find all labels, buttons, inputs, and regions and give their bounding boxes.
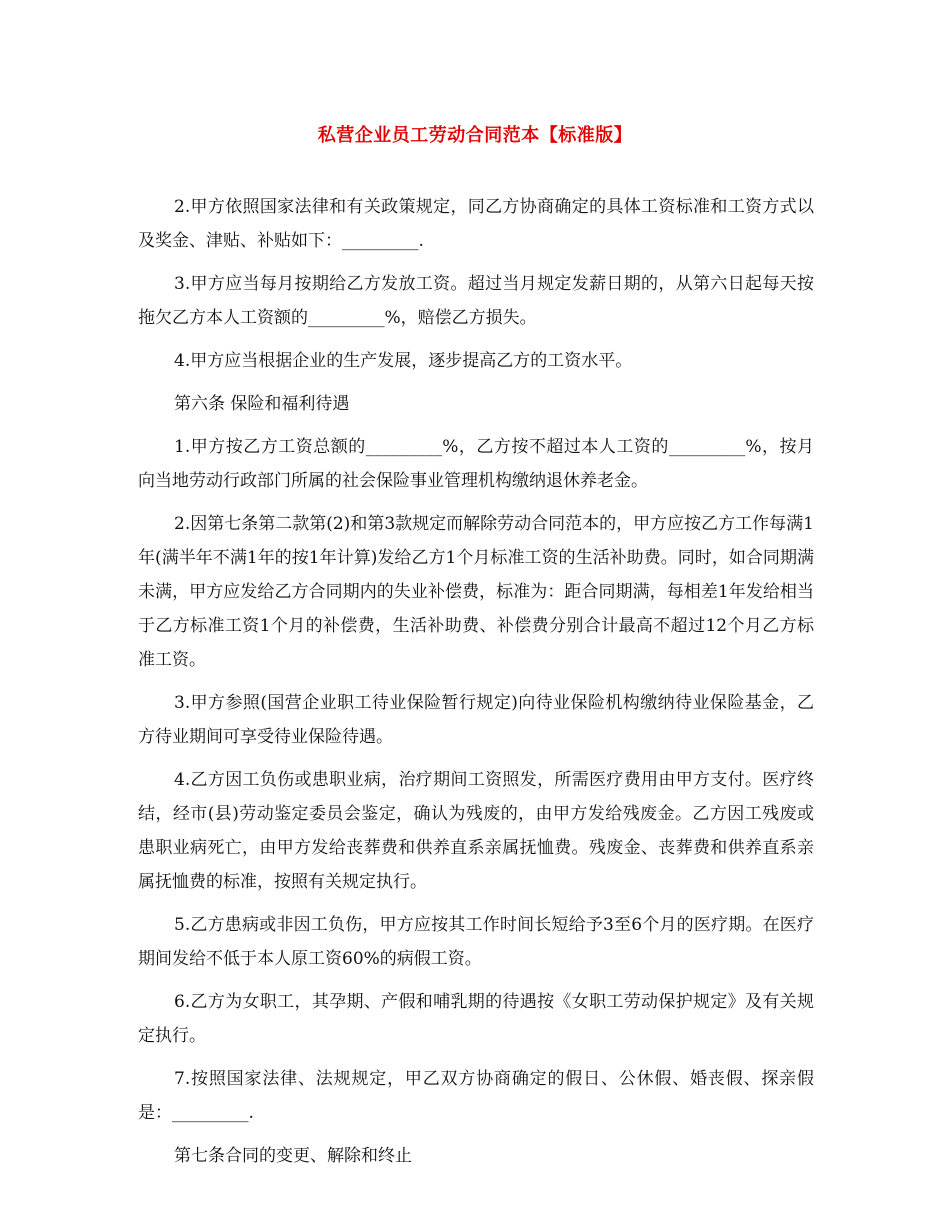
section-heading-contract-change: 第七条合同的变更、解除和终止: [174, 1146, 412, 1166]
paragraph-unemployment-insurance: 3.甲方参照(国营企业职工待业保险暂行规定)向待业保险机构缴纳待业保险基金，乙方待业期间可享受待业保险待遇。: [138, 693, 814, 747]
document-title: 私营企业员工劳动合同范本【标准版】: [317, 125, 633, 146]
paragraph-pension: 1.甲方按乙方工资总额的_________%，乙方按不超过本人工资的_________%，按月向当地劳动行政部门所属的社会保险事业管理机构缴纳退休养老金。: [138, 437, 814, 491]
paragraph-wage-increase: 4.甲方应当根据企业的生产发展，逐步提高乙方的工资水平。: [174, 351, 633, 371]
paragraph-female-staff: 6.乙方为女职工，其孕期、产假和哺乳期的待遇按《女职工劳动保护规定》及有关规定执行。: [138, 992, 814, 1046]
paragraph-work-injury: 4.乙方因工负伤或患职业病，治疗期间工资照发，所需医疗费用由甲方支付。医疗终结，经市(县)劳动鉴定委员会鉴定，确认为残废的，由甲方发给残废金。乙方因工残废或患职业病死亡，由甲方发给丧葬费和供养直系亲属抚恤费。残废金、丧葬费和供养直系亲属抚恤费的标准，按照有关规定执行。: [138, 770, 814, 892]
document-body: [138, 190, 814, 1182]
section-heading-insurance: 第六条 保险和福利待遇: [174, 394, 350, 414]
paragraph-wage-payment: 3.甲方应当每月按期给乙方发放工资。超过当月规定发薪日期的，从第六日起每天按拖欠乙方本人工资额的_________%，赔偿乙方损失。: [138, 274, 814, 328]
paragraph-holidays: 7.按照国家法律、法规规定，甲乙双方协商确定的假日、公休假、婚丧假、探亲假是：_________.: [138, 1069, 814, 1123]
paragraph-sick-leave: 5.乙方患病或非因工负伤，甲方应按其工作时间长短给予3至6个月的医疗期。在医疗期间发给不低于本人原工资60%的病假工资。: [138, 915, 814, 969]
paragraph-wage-standard: 2.甲方依照国家法律和有关政策规定，同乙方协商确定的具体工资标准和工资方式以及奖金、津贴、补贴如下：_________.: [138, 197, 814, 251]
paragraph-termination-subsidy: 2.因第七条第二款第(2)和第3款规定而解除劳动合同范本的，甲方应按乙方工作每满1年(满半年不满1年的按1年计算)发给乙方1个月标准工资的生活补助费。同时，如合同期满未满，甲方应发给乙方合同期内的失业补偿费，标准为：距合同期满，每相差1年发给相当于乙方标准工资1个月的补偿费，生活补助费、补偿费分别合计最高不超过12个月乙方标准工资。: [138, 514, 814, 670]
